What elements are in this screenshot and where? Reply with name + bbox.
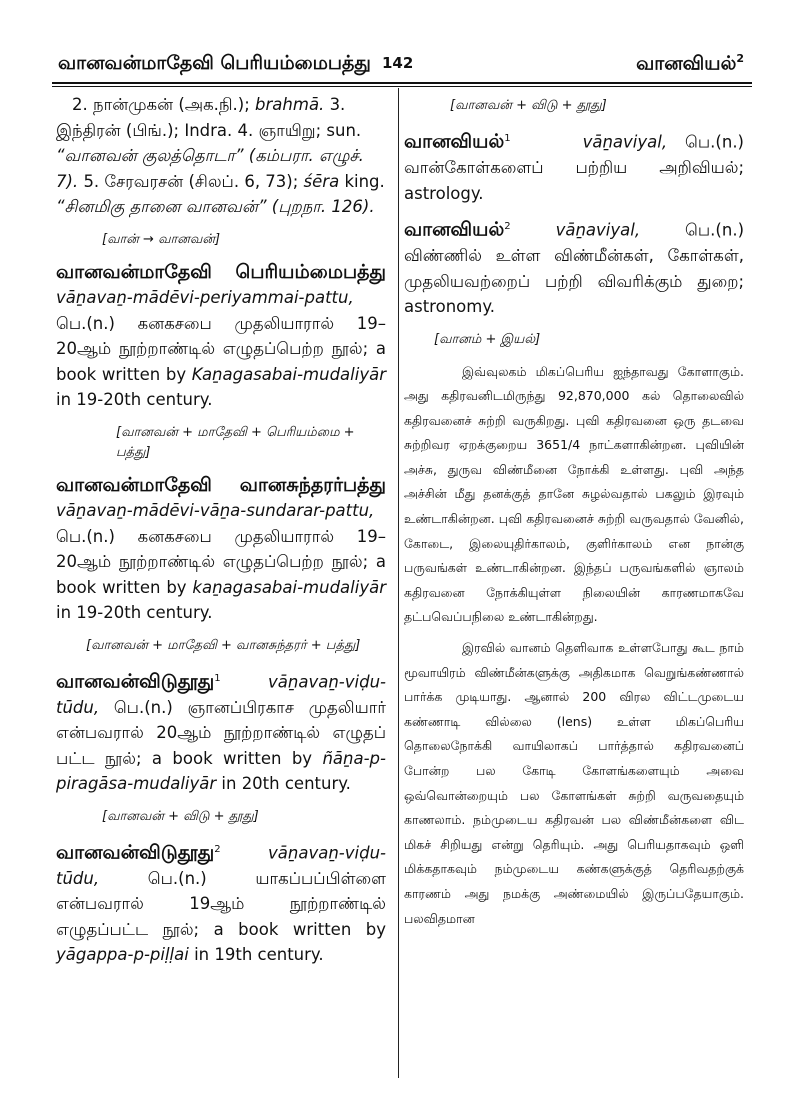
etymology-0: [வானவன் + விடு + தூது] xyxy=(450,98,607,113)
encyclopedic-paragraph-2: இரவில் வானம் தெளிவாக உள்ளபோது கூட நாம் மூவாயிரம் விண்மீன்களுக்கு அதிகமாக வெறுங்கண்ணால் பார்க்க முடியாது. ஆனால் 200 விரல விட்டமுடைய கண்ணாடி வில்லை (lens) உள்ள மிகப்பெரிய தொலைநோக்கி வாயிலாகப் பார்த்தால் கதிரவனைப் போன்ற பல கோடி கோளங்களையும் அவை ஒவ்வொன்றையும் பல கோளங்கள் சுற்றி வருவதையும் காணலாம். நம்முடைய கதிரவன் பல விண்மீன்களை விட மிகச் சிறியது என்று தெரியும். அது பெரியதாகவும் ஒளி மிக்கதாகவும் நம்முடைய கண்களுக்குத் தெரிவதற்குக் காரணம் அது நமக்கு அண்மையில் இருப்பதேயாகும். பலவிதமான xyxy=(404,640,744,926)
page-number: 142 xyxy=(382,54,414,72)
homonym-number: 2 xyxy=(504,221,511,232)
definition-tamil: பெ.(n.) ஞானப்பிரகாச முதலியார் என்பவரால் 20ஆம் நூற்றாண்டில் எழுதப் பட்ட நூல்; xyxy=(56,697,386,768)
cont-sense-5-en: king. xyxy=(339,171,385,191)
author-translit: yāgappa-p-piḷḷai xyxy=(56,945,189,964)
right-column xyxy=(404,92,744,931)
definition-english: a book written by xyxy=(199,919,386,939)
entry-vanaviyal-2 xyxy=(404,214,744,320)
headword: வானவன்மாதேவி வானசுந்தரர்பத்து xyxy=(56,473,386,496)
definition-english: a book written by xyxy=(141,748,323,768)
left-column xyxy=(56,92,386,968)
cont-source-1: (கம்பரா. எழுச். 7). xyxy=(56,146,364,191)
header-rule-thin xyxy=(52,86,752,87)
homonym-number: 1 xyxy=(214,672,221,684)
transliteration: vāṉaviyal, xyxy=(582,132,668,152)
continued-entry xyxy=(56,92,386,220)
entry-viduthoothu-1 xyxy=(56,666,386,797)
cont-sense-3-4: 3. இந்திரன் (பிங்.); Indra. 4. ஞாயிறு; sun. xyxy=(56,95,362,140)
transliteration: vāṉavaṉ-mādēvi-periyammai-pattu, xyxy=(56,288,354,307)
homonym-number: 1 xyxy=(504,133,511,144)
running-head-right-text: வானவியல் xyxy=(636,52,737,75)
definition-tamil: பெ.(n.) விண்ணில் உள்ள விண்மீன்கள், கோள்கள், முதலியவற்றைப் பற்றி விவரிக்கும் துறை; xyxy=(404,220,744,291)
author-translit: Kaṉagasabai-mudaliyār xyxy=(191,364,386,384)
etymology-1: [வான் → வானவன்] xyxy=(102,231,221,247)
cont-sense-5: 5. சேரவரசன் (சிலப். 6, 73); xyxy=(83,171,304,191)
cont-sense-5-translit: śēra xyxy=(303,171,340,191)
definition-english: astrology. xyxy=(404,183,484,203)
definition-english: astronomy. xyxy=(404,297,495,316)
transliteration: vāṉaviyal, xyxy=(510,220,641,240)
definition-english: a book written by xyxy=(56,552,387,597)
header-rule-thick xyxy=(52,82,752,84)
definition-english-end: in 20th century. xyxy=(216,774,351,793)
transliteration: vāṉavaṉ-viḍu-tūdu, xyxy=(56,672,386,717)
column-divider xyxy=(398,88,399,1078)
headword: வானவியல் xyxy=(404,218,505,241)
running-head-right xyxy=(636,52,744,77)
entry-viduthoothu-2 xyxy=(56,837,386,968)
definition-tamil: பெ.(n.) கனகசபை முதலியாரால் 19–20ஆம் நூற்றாண்டில் எழுதப்பெற்ற நூல்; xyxy=(56,526,386,571)
etymology-5: [வானம் + இயல்] xyxy=(434,331,541,347)
running-head-left: வானவன்மாதேவி பெரியம்மைபத்து xyxy=(58,52,371,74)
etymology-3: [வானவன் + மாதேவி + வானசுந்தரர் + பத்து] xyxy=(86,637,361,653)
cont-sense-2-en: brahmā. xyxy=(255,95,325,114)
definition-english-end: in 19-20th century. xyxy=(56,390,213,409)
entry-vanaviyal-1 xyxy=(404,126,744,206)
running-head-right-sup: 2 xyxy=(736,52,744,65)
page-header xyxy=(0,0,800,80)
cont-sense-2: 2. நான்முகன் (அக.நி.); xyxy=(72,95,256,114)
etymology-2: [வானவன் + மாதேவி + பெரியம்மை + பத்து] xyxy=(116,424,355,460)
entry-vanasundarar-pattu xyxy=(56,473,386,626)
transliteration: vāṉavaṉ-viḍu-tūdu, xyxy=(56,843,386,888)
definition-tamil: பெ.(n.) யாகப்பப்பிள்ளை என்பவரால் 19ஆம் நூற்றாண்டில் எழுதப்பட்ட நூல்; xyxy=(56,868,386,939)
entry-periyammai-pattu xyxy=(56,260,386,413)
encyclopedic-paragraph-1: இவ்வுலகம் மிகப்பெரிய ஐந்தாவது கோளாகும். அது கதிரவனிடமிருந்து 92,870,000 கல் தொலைவில் கதிரவனைச் சுற்றி வருகிறது. புவி கதிரவனை ஒரு தடவை சுற்றிவர ஏறக்குறைய 3651/4 நாட்களாகின்றன. புவியின் அச்சு, துருவ விண்மீனை நோக்கி உள்ளது. புவி அந்த அச்சின் மீது தனக்குத் தானே சுழல்வதால் பகலும் இரவும் உண்டாகின்றன. புவி கதிரவனைச் சுற்றி வருவதால் வேனில், கோடை, இலையுதிர்காலம், குளிர்காலம் என நான்கு பருவங்கள் உண்டாகின்றன. இந்தப் பருவங்களில் ஞாலம் கதிரவனை நோக்கியுள்ள நிலையின் காரணமாகவே தட்பவெப்பநிலை உண்டாகின்றது. xyxy=(404,363,744,625)
author-translit: ñāṉa-p-piragāsa-mudaliyār xyxy=(56,748,386,793)
headword: வானவன்விடுதூது xyxy=(56,670,215,692)
author-translit: kaṉagasabai-mudaliyār xyxy=(192,577,386,597)
definition-tamil: பெ.(n.) வான்கோள்களைப் பற்றிய அறிவியல்; xyxy=(404,132,744,177)
headword: வானவன்மாதேவி பெரியம்மைபத்து xyxy=(56,260,386,283)
cont-quote-2: “சினமிகு தானை வானவன்” xyxy=(56,197,267,216)
headword: வானவன்விடுதூது xyxy=(56,841,215,863)
headword: வானவியல் xyxy=(404,130,505,153)
cont-source-2: (புறநா. 126). xyxy=(266,197,375,216)
etymology-4: [வானவன் + விடு + தூது] xyxy=(102,808,259,824)
homonym-number: 2 xyxy=(214,843,221,855)
definition-english: a book written by xyxy=(56,339,387,384)
cont-quote-1: “வானவன் குலத்தொடா” xyxy=(56,146,244,165)
transliteration: vāṉavaṉ-mādēvi-vāṉa-sundarar-pattu, xyxy=(56,501,375,520)
definition-english-end: in 19-20th century. xyxy=(56,603,213,622)
definition-tamil: பெ.(n.) கனகசபை முதலியாரால் 19–20ஆம் நூற்றாண்டில் எழுதப்பெற்ற நூல்; xyxy=(56,313,386,358)
definition-english-end: in 19th century. xyxy=(188,945,324,964)
